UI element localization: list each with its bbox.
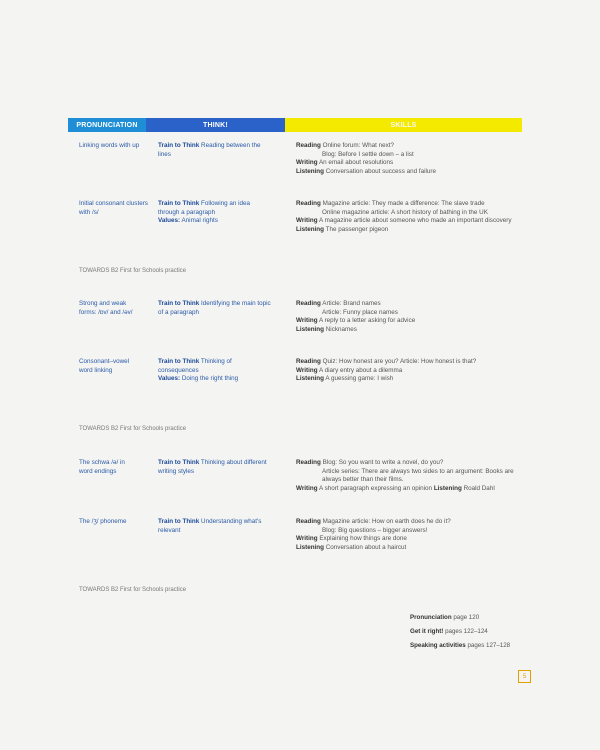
unit3-think-text: Identifying the main topic of a paragraph [158, 300, 271, 316]
unit5-train-label: Train to Think [158, 459, 200, 466]
header-pronunciation: PRONUNCIATION [68, 118, 146, 132]
header-think: THINK! [146, 118, 285, 132]
towards-practice-2: TOWARDS B2 First for Schools practice [79, 426, 187, 432]
unit4-think-text: Thinking of consequences [158, 358, 232, 374]
unit1-skill-reading: Reading Online forum: What next? [296, 142, 394, 149]
unit2-skill-writing: Writing A magazine article about someone who made an important discovery [296, 217, 512, 224]
unit4-values-text: Doing the right thing [181, 375, 239, 382]
unit1-skill-reading2: Blog: Before I settle down – a list [322, 150, 414, 158]
unit2-pronunciation: Initial consonant clusters with /s/ [79, 200, 148, 216]
unit3-think [158, 300, 273, 317]
unit4-skill-reading: Reading Quiz: How honest are you? Article: How honest is that? [296, 358, 477, 365]
unit4-skill-writing: Writing A diary entry about a dilemma [296, 366, 403, 374]
unit2-skill-reading: Reading Magazine article: They made a difference: The slave trade [296, 200, 485, 207]
unit1-pronunciation: Linking words with up [79, 142, 140, 149]
unit6-skill-listening: Listening Conversation about a haircut [296, 543, 407, 551]
unit2-train-label: Train to Think [158, 200, 200, 207]
unit3-skills [296, 300, 526, 334]
unit1-think [158, 142, 273, 159]
unit5-pronunciation: The schwa /ə/ in word endings [79, 459, 125, 475]
unit2-skill-reading2: Online magazine article: A short history of bathing in the UK [322, 208, 488, 216]
unit6-think-text: Understanding what's relevant [158, 518, 262, 534]
unit1-train-label: Train to Think [158, 142, 200, 149]
unit6-think [158, 518, 273, 535]
unit4-values-label: Values: [158, 375, 181, 382]
unit5-skills [296, 459, 526, 493]
unit6-skill-writing: Writing Explaining how things are done [296, 535, 407, 542]
towards-practice-1: TOWARDS B2 First for Schools practice [79, 268, 187, 274]
unit3-skill-reading: Reading Article: Brand names [296, 300, 381, 307]
towards-practice-3: TOWARDS B2 First for Schools practice [79, 587, 187, 593]
unit5-skill-writing: Writing A short paragraph expressing an opinion Listening Roald Dahl [296, 484, 495, 492]
unit3-skill-writing: Writing A reply to a letter asking for advice [296, 317, 416, 324]
unit2-skill-listening: Listening The passenger pigeon [296, 225, 389, 233]
unit4-train-label: Train to Think [158, 358, 200, 365]
unit5-think-text: Thinking about different writing styles [158, 459, 267, 475]
unit6-skill-reading2: Blog: Big questions – bigger answers! [322, 526, 428, 534]
unit5-think [158, 459, 273, 476]
footer-pronunciation: Pronunciation page 120 [410, 614, 480, 621]
unit4-think [158, 358, 273, 384]
unit2-think [158, 200, 273, 226]
unit4-pronunciation: Consonant–vowel word linking [79, 358, 130, 374]
header-skills: SKILLS [285, 118, 522, 132]
unit3-pronunciation: Strong and weak forms: /ɒv/ and /əv/ [79, 300, 133, 316]
unit6-train-label: Train to Think [158, 518, 200, 525]
unit3-skill-reading2: Article: Funny place names [322, 308, 398, 316]
unit1-think-text: Reading between the lines [158, 142, 261, 158]
unit4-skill-listening: Listening A guessing game: I wish [296, 375, 394, 382]
unit2-values-label: Values: [158, 217, 181, 224]
unit4-skills [296, 358, 526, 384]
unit2-values-text: Animal rights [181, 217, 218, 224]
unit6-skills [296, 518, 526, 552]
footer-get-it-right: Get it right! pages 122–124 [410, 628, 488, 635]
page-number: 5 [518, 670, 531, 683]
unit6-skill-reading: Reading Magazine article: How on earth does he do it? [296, 518, 451, 525]
unit6-pronunciation: The /ʒ/ phoneme [79, 518, 127, 525]
unit1-skill-listening: Listening Conversation about success and failure [296, 167, 437, 175]
footer-speaking-activities: Speaking activities pages 127–128 [410, 642, 511, 649]
unit1-skills [296, 142, 526, 176]
unit3-train-label: Train to Think [158, 300, 200, 307]
unit2-think-text: Following an idea through a paragraph [158, 200, 251, 216]
unit5-skill-reading: Reading Blog: So you want to write a novel, do you? [296, 459, 444, 466]
unit5-skill-reading2: Article series: There are always two sides to an argument: Books are always better than their films. [322, 467, 514, 483]
unit2-skills [296, 200, 526, 234]
unit3-skill-listening: Listening Nicknames [296, 325, 357, 333]
unit1-skill-writing: Writing An email about resolutions [296, 159, 394, 166]
